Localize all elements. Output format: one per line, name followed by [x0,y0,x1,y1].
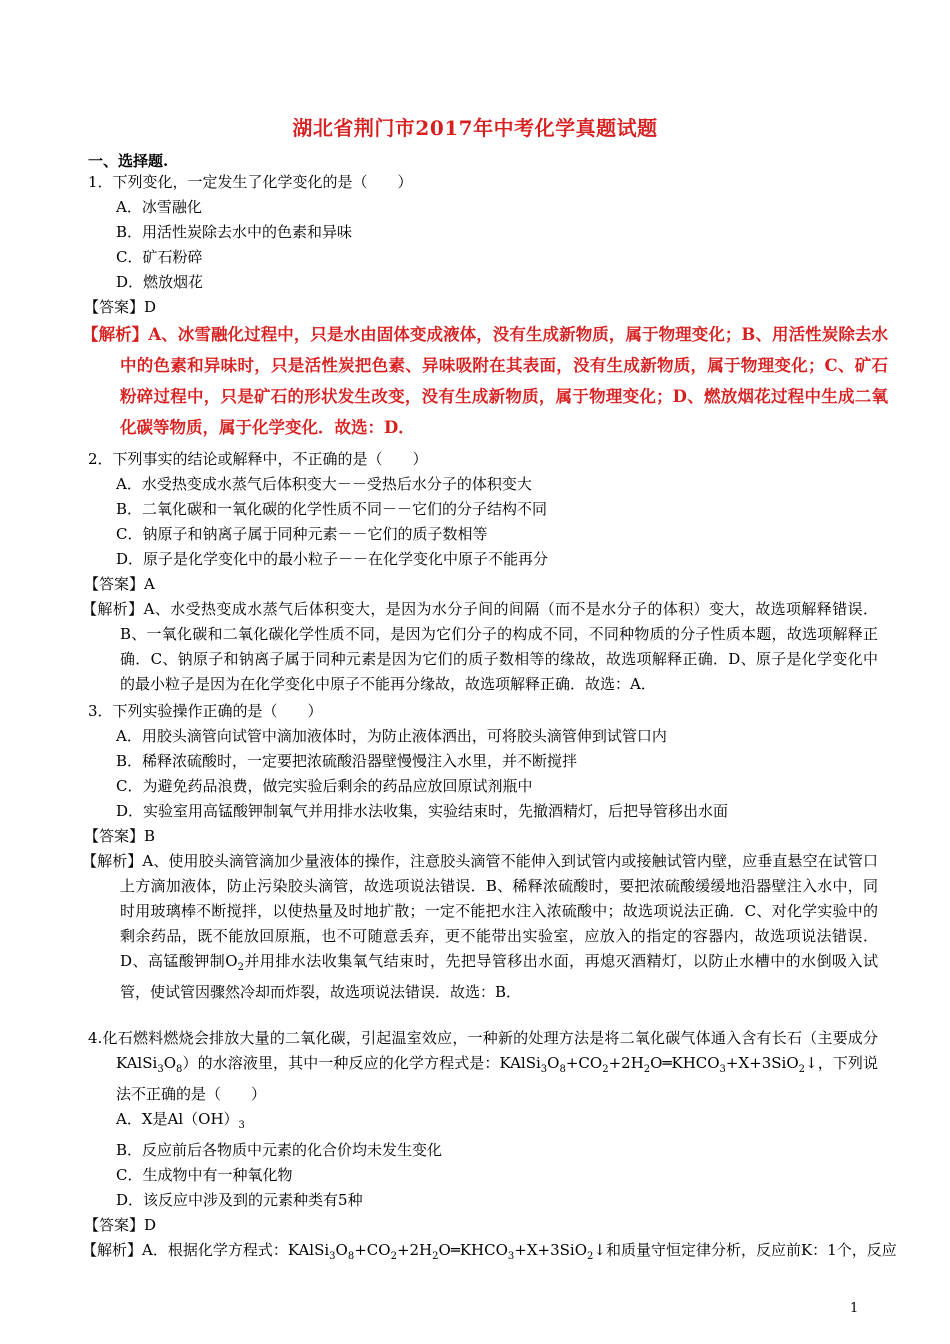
question-1-option-d: D．燃放烟花 [116,273,204,291]
subscript: 2 [237,962,244,973]
subscript: 3 [507,1251,515,1262]
subscript: 2 [798,1064,806,1075]
question-2 [82,447,878,697]
question-4-option-c: C．生成物中有一种氧化物 [116,1166,293,1184]
formula-part: O [335,1241,348,1259]
question-2-option-d: D．原子是化学变化中的最小粒子－－在化学变化中原子不能再分 [116,550,549,568]
question-4-stem-text-b: ）的水溶液里，其中一种反应的化学方程式是：KAlSi [182,1054,541,1072]
question-4-option-b: B．反应前后各物质中元素的化合价均未发生变化 [116,1141,443,1159]
question-1-answer: 【答案】D [84,298,157,316]
question-2-option-c: C．钠原子和钠离子属于同种元素－－它们的质子数相等 [116,525,488,543]
question-1 [84,170,878,320]
formula-part: ↓和质量守恒定律分析，反应前K：1个，反应 [593,1241,897,1259]
subscript: 2 [432,1251,439,1262]
formula-part: O [547,1054,560,1072]
question-1-option-b: B．用活性炭除去水中的色素和异味 [116,223,353,241]
formula-part: +2H [396,1241,433,1259]
question-1-stem: 1．下列变化，一定发生了化学变化的是（ ） [88,173,413,191]
question-4-option-a-text: A．X是Al（OH） [116,1110,239,1128]
question-2-explanation [82,597,878,697]
question-3-explanation-text-b: 并用排水法收集氧气结束时，先把导管移出水面，再熄灭酒精灯，以防止水槽中的水倒吸入试管，使试管因骤然冷却而炸裂，故选项说法错误．故选：B． [120,952,878,1001]
formula-part: +CO [565,1054,603,1072]
section-heading: 一、选择题. [88,152,169,170]
question-1-explanation-block [82,319,889,443]
question-3-explanation-text-a: A、使用胶头滴管滴加少量液体的操作，注意胶头滴管不能伸入到试管内或接触试管内壁，应垂直悬空在试管口上方滴加液体，防止污染胶头滴管，故选项说法错误．B、稀释浓硫酸时，要把浓硫酸缓缓地沿器壁注入水中，同时用玻璃棒不断搅拌，以使热量及时地扩散；一定不能把水注入浓硫酸中；故选项说法正确．C、对化学实验中的剩余药品，既不能放回原瓶，也不可随意丢弃，更不能带出实验室，应放入的指定的容器内，故选项说法错误．D、高锰酸钾制O [120,852,878,970]
question-2-explanation-text: A、水受热变成水蒸气后体积变大，是因为水分子间的间隔（而不是水分子的体积）变大，故选项解释错误．B、一氧化碳和二氧化碳化学性质不同，是因为它们分子的构成不同，不同种物质的分子性质本题，故选项解释正确．C、钠原子和钠离子属于同种元素是因为它们的质子数相等的缘故，故选项解释正确．D、原子是化学变化中的最小粒子是因为在化学变化中原子不能再分缘故，故选项解释正确．故选：A． [120,600,878,693]
page-number: 1 [850,1301,859,1316]
question-3-answer: 【答案】B [84,827,156,845]
formula-part: +CO [354,1241,391,1259]
formula-part: A．根据化学方程式：KAlSi [142,1241,330,1259]
question-4-answer: 【答案】D [84,1216,157,1234]
question-3-option-d: D．实验室用高锰酸钾制氧气并用排水法收集，实验结束时，先撤酒精灯，后把导管移出水面 [116,802,729,820]
subscript: 2 [602,1064,609,1075]
subscript: 8 [347,1251,355,1262]
question-1-option-c: C．矿石粉碎 [116,248,203,266]
question-1-explanation [82,319,889,443]
formula-part: O═KHCO [650,1054,720,1072]
subscript: 3 [238,1120,245,1131]
question-2-stem: 2．下列事实的结论或解释中，不正确的是（ ） [88,450,428,468]
explanation-tag: 【解析】 [82,325,149,344]
question-4-option-a [116,1107,878,1138]
subscript: 8 [559,1064,566,1075]
question-4-stem-text-a: 4.化石燃料燃烧会排放大量的二氧化碳，引起温室效应，一种新的处理方法是将二氧化碳气体通入含有长石（主要成分KAlSi [88,1029,878,1072]
explanation-tag: 【解析】 [82,600,144,618]
question-3-option-b: B．稀释浓硫酸时，一定要把浓硫酸沿器壁慢慢注入水里，并不断搅拌 [116,752,578,770]
question-3-option-c: C．为避免药品浪费，做完实验后剩余的药品应放回原试剂瓶中 [116,777,533,795]
question-3 [82,699,878,1005]
page-title: 湖北省荆门市2017年中考化学真题试题 [292,116,658,140]
question-3-explanation [82,849,878,1005]
explanation-tag: 【解析】 [82,1241,143,1259]
subscript: 2 [643,1064,651,1075]
question-2-answer: 【答案】A [84,575,155,593]
formula-part: +X+3SiO [514,1241,588,1259]
explanation-tag: 【解析】 [82,852,143,870]
question-1-explanation-text: A、冰雪融化过程中，只是水由固体变成液体，没有生成新物质，属于物理变化；B、用活性炭除去水中的色素和异味时，只是活性炭把色素、异味吸附在其表面，没有生成新物质，属于物理变化；C、矿石粉碎过程中，只是矿石的形状发生改变，没有生成新物质，属于物理变化；D、燃放烟花过程中生成二氧化碳等物质，属于化学变化．故选：D． [120,325,889,437]
formula-part: O═KHCO [438,1241,508,1259]
question-1-option-a: A．冰雪融化 [116,198,202,216]
formula-part: O [163,1054,176,1072]
subscript: 2 [390,1251,397,1262]
formula-part: ↓，下列说法不正确的是（ ） [116,1054,878,1103]
question-2-option-a: A．水受热变成水蒸气后体积变大－－受热后水分子的体积变大 [116,475,532,493]
subscript: 8 [176,1064,183,1075]
subscript: 3 [719,1064,726,1075]
question-4-option-d: D．该反应中涉及到的元素种类有5种 [116,1191,363,1209]
question-3-stem: 3．下列实验操作正确的是（ ） [88,702,323,720]
question-4-stem [88,1026,878,1107]
question-4-explanation [82,1238,897,1269]
question-2-option-b: B．二氧化碳和一氧化碳的化学性质不同－－它们的分子结构不同 [116,500,548,518]
subscript: 2 [587,1251,594,1262]
subscript: 3 [157,1064,164,1075]
question-3-option-a: A．用胶头滴管向试管中滴加液体时，为防止液体洒出，可将胶头滴管伸到试管口内 [116,727,667,745]
question-4 [82,1026,897,1269]
formula-part: +2H [608,1054,644,1072]
subscript: 3 [329,1251,336,1262]
formula-part: +X+3SiO [725,1054,799,1072]
subscript: 3 [540,1064,548,1075]
